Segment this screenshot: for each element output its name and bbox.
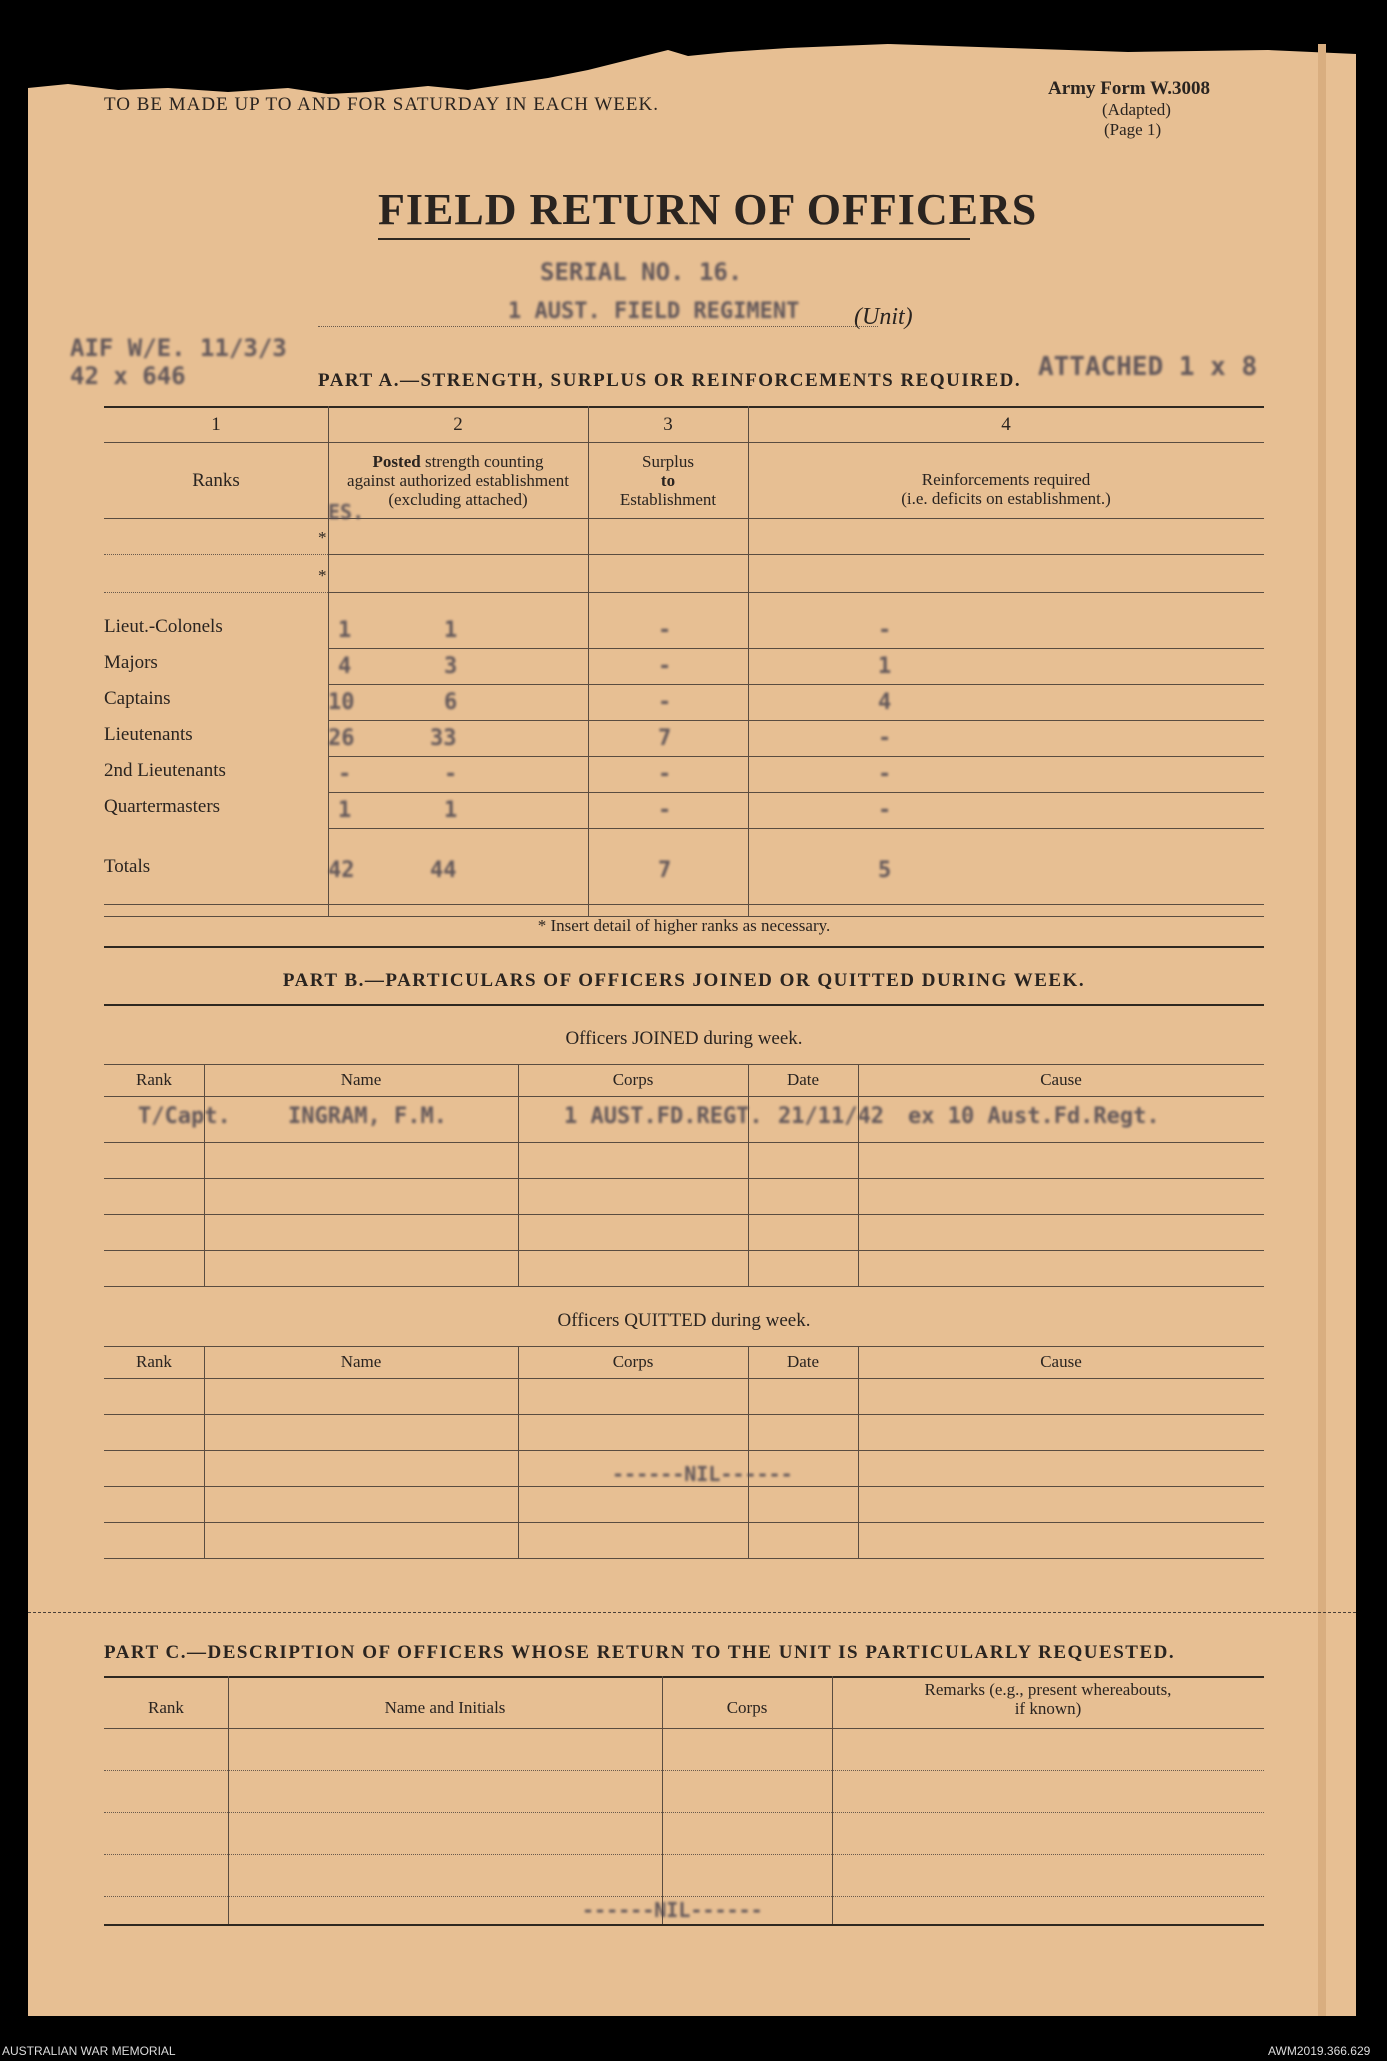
- posted-value: -: [444, 762, 458, 787]
- surplus-value: -: [658, 618, 672, 643]
- col-corps: Corps: [612, 1070, 654, 1089]
- surplus-value: -: [658, 690, 672, 715]
- star-marker: *: [318, 566, 327, 585]
- joined-name: INGRAM, F.M.: [288, 1104, 447, 1129]
- col-cause: Cause: [1040, 1070, 1082, 1089]
- posted-value: 1: [444, 618, 458, 643]
- surplus-value: -: [658, 762, 672, 787]
- footer-accession: AWM2019.366.629: [1268, 2044, 1371, 2058]
- es-value: 4: [338, 654, 352, 679]
- surplus-value: -: [658, 798, 672, 823]
- reinforcement-value: -: [878, 798, 892, 823]
- posted-value: 33: [430, 726, 457, 751]
- es-marker: ES.: [328, 500, 365, 524]
- part-c-nil: ------NIL------: [582, 1898, 763, 1922]
- rank-label: 2nd Lieutenants: [104, 760, 226, 781]
- es-value: 26: [328, 726, 355, 751]
- serial-number: SERIAL NO. 16.: [540, 258, 743, 286]
- header-instruction: TO BE MADE UP TO AND FOR SATURDAY IN EACH WEEK.: [104, 94, 659, 115]
- col-reinforcements-header: Reinforcements required (i.e. deficits on establishment.): [901, 470, 1111, 508]
- col-ranks-header: Ranks: [192, 470, 240, 491]
- col-surplus-header: Surplus to Establishment: [619, 452, 717, 509]
- reinforcement-total: 5: [878, 858, 892, 883]
- es-value: 1: [338, 798, 352, 823]
- posted-value: 1: [444, 798, 458, 823]
- quitted-title: Officers QUITTED during week.: [557, 1310, 811, 1331]
- reinforcement-value: -: [878, 726, 892, 751]
- unit-label: (Unit): [854, 304, 913, 330]
- surplus-value: 7: [658, 726, 672, 751]
- col-remarks: Remarks (e.g., present whereabouts, if known): [924, 1680, 1172, 1718]
- part-c-heading: PART C.—DESCRIPTION OF OFFICERS WHOSE RETURN TO THE UNIT IS PARTICULARLY REQUESTED.: [104, 1642, 1176, 1663]
- reinforcement-value: -: [878, 618, 892, 643]
- col-rank: Rank: [148, 1698, 184, 1717]
- rank-label: Majors: [104, 652, 158, 673]
- col-name: Name: [340, 1070, 382, 1089]
- reinforcement-value: -: [878, 762, 892, 787]
- posted-value: 3: [444, 654, 458, 679]
- cut-line: [28, 1612, 1356, 1613]
- joined-cause: ex 10 Aust.Fd.Regt.: [908, 1104, 1160, 1129]
- form-adapted: (Adapted): [1102, 100, 1171, 119]
- es-value: -: [338, 762, 352, 787]
- col-posted-header: Posted strength counting against authorized establishment (excluding attached): [347, 452, 569, 509]
- es-value: 1: [338, 618, 352, 643]
- col-date: Date: [786, 1352, 820, 1371]
- joined-corps: 1 AUST.FD.REGT.: [564, 1104, 763, 1129]
- form-paper: [28, 44, 1356, 2016]
- footnote: * Insert detail of higher ranks as necessary.: [537, 916, 831, 935]
- part-b-heading: PART B.—PARTICULARS OF OFFICERS JOINED OR QUITTED DURING WEEK.: [282, 970, 1086, 991]
- col-rank: Rank: [136, 1070, 172, 1089]
- col-rank: Rank: [136, 1352, 172, 1371]
- page-title: FIELD RETURN OF OFFICERS: [378, 185, 1038, 234]
- col-corps: Corps: [612, 1352, 654, 1371]
- surplus-total: 7: [658, 858, 672, 883]
- joined-date: 21/11/42: [778, 1104, 884, 1129]
- rank-label: Lieutenants: [104, 724, 193, 745]
- rank-label: Lieut.-Colonels: [104, 616, 223, 637]
- part-a-heading: PART A.—STRENGTH, SURPLUS OR REINFORCEMENTS REQUIRED.: [318, 370, 1022, 391]
- footer-credit: AUSTRALIAN WAR MEMORIAL: [2, 2044, 176, 2058]
- rank-label: Captains: [104, 688, 171, 709]
- form-number: Army Form W.3008: [1048, 78, 1211, 99]
- col-number-1: 1: [211, 414, 221, 435]
- col-date: Date: [786, 1070, 820, 1089]
- col-number-4: 4: [1001, 414, 1011, 435]
- col-name: Name: [340, 1352, 382, 1371]
- aif-reference-count: 42 x 646: [70, 362, 186, 390]
- es-value: 10: [328, 690, 355, 715]
- aif-reference: AIF W/E. 11/3/3: [70, 334, 287, 362]
- joined-title: Officers JOINED during week.: [565, 1028, 803, 1049]
- rank-label: Quartermasters: [104, 796, 221, 817]
- posted-value: 6: [444, 690, 458, 715]
- reinforcement-value: 4: [878, 690, 892, 715]
- surplus-value: -: [658, 654, 672, 679]
- reinforcement-value: 1: [878, 654, 892, 679]
- totals-label: Totals: [104, 856, 151, 877]
- star-marker: *: [318, 528, 327, 547]
- col-number-3: 3: [663, 414, 673, 435]
- col-name-initials: Name and Initials: [384, 1698, 506, 1717]
- col-cause: Cause: [1040, 1352, 1082, 1371]
- form-page: (Page 1): [1104, 120, 1162, 139]
- col-corps: Corps: [726, 1698, 768, 1717]
- joined-rank: T/Capt.: [138, 1104, 231, 1129]
- unit-name: 1 AUST. FIELD REGIMENT: [508, 299, 800, 324]
- attached-note: ATTACHED 1 x 8: [1038, 352, 1258, 382]
- col-number-2: 2: [453, 414, 463, 435]
- quitted-nil: ------NIL------: [612, 1462, 793, 1486]
- fold-crease: [1318, 44, 1326, 2016]
- es-total: 42: [328, 858, 355, 883]
- posted-total: 44: [430, 858, 457, 883]
